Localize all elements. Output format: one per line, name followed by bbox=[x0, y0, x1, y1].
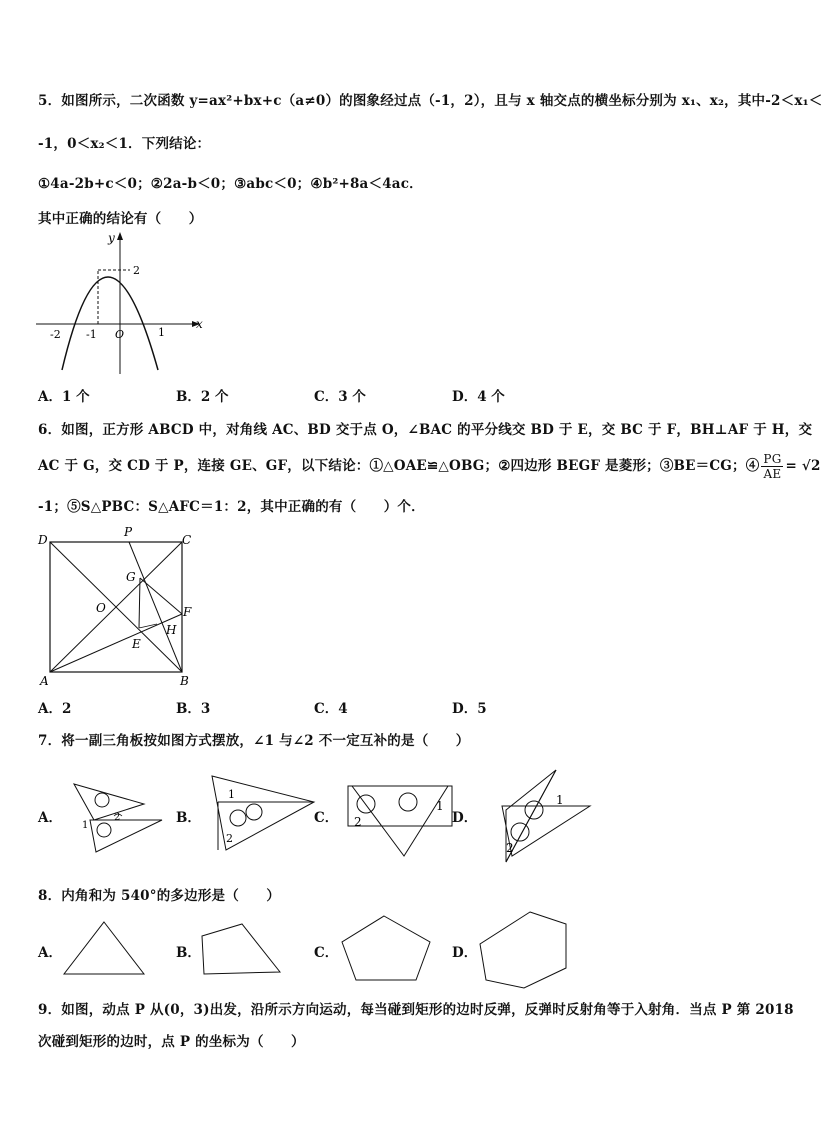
q7-c-angle-1: 1 bbox=[436, 799, 444, 813]
q5-stem-line2: -1，0＜x₂＜1．下列结论： bbox=[38, 136, 211, 152]
q7-figure-a bbox=[68, 776, 168, 856]
q5-tick-2: 2 bbox=[133, 264, 140, 277]
q5-tick-1: 1 bbox=[158, 326, 165, 339]
q5-origin-label: O bbox=[115, 328, 125, 341]
q5-tick-neg1: -1 bbox=[86, 328, 97, 341]
q6-square-figure bbox=[36, 525, 206, 690]
q7-figure-b bbox=[206, 772, 318, 852]
q7-option-c[interactable]: C． bbox=[314, 810, 339, 826]
q8-option-d[interactable]: D． bbox=[452, 945, 478, 961]
q7-a-angle-2: 2 bbox=[114, 812, 121, 823]
q6-label-b: B bbox=[180, 674, 189, 688]
q6-option-d[interactable]: D．5 bbox=[452, 701, 487, 717]
q7-a-angle-1: 1 bbox=[82, 820, 89, 831]
q8-option-a[interactable]: A． bbox=[38, 945, 62, 961]
q5-question: 其中正确的结论有（ ） bbox=[38, 211, 203, 227]
q6-label-a: A bbox=[40, 674, 49, 688]
q6-stem-line2 bbox=[38, 452, 821, 481]
q5-stem-line1: 5．如图所示，二次函数 y=ax²+bx+c（a≠0）的图象经过点（-1，2），且与 x 轴交点的横坐标分别为 x₁、x₂，其中-2＜x₁＜ bbox=[38, 93, 822, 109]
q6-stem-line3: -1；⑤S△PBC：S△AFC＝1：2，其中正确的有（ ）个． bbox=[38, 499, 425, 515]
q5-conclusions: ①4a-2b+c＜0；②2a-b＜0；③abc＜0；④b²+8a＜4ac． bbox=[38, 176, 423, 192]
q6-frac-numerator: PG bbox=[763, 452, 782, 466]
q6-sqrt2: = √2 bbox=[785, 458, 821, 474]
q7-figure-d bbox=[498, 766, 598, 866]
q5-option-b[interactable]: B．2 个 bbox=[176, 389, 229, 405]
q5-option-a[interactable]: A．1 个 bbox=[38, 389, 90, 405]
q5-y-axis-label: y bbox=[108, 231, 115, 245]
q8-hexagon-shape bbox=[474, 908, 574, 992]
q6-option-b[interactable]: B．3 bbox=[176, 701, 211, 717]
q6-label-e: E bbox=[132, 637, 141, 651]
q7-figure-c bbox=[344, 780, 456, 860]
q7-option-a[interactable]: A． bbox=[38, 810, 62, 826]
q6-label-p: P bbox=[124, 525, 133, 539]
q7-d-angle-1: 1 bbox=[556, 793, 564, 807]
q5-tick-neg2: -2 bbox=[50, 328, 61, 341]
q7-b-angle-2: 2 bbox=[226, 832, 233, 845]
q5-option-d[interactable]: D．4 个 bbox=[452, 389, 505, 405]
q6-frac-denominator: AE bbox=[763, 467, 782, 481]
q6-label-f: F bbox=[183, 605, 192, 619]
q6-label-g: G bbox=[126, 570, 136, 584]
q7-stem: 7．将一副三角板按如图方式摆放，∠1 与∠2 不一定互补的是（ ） bbox=[38, 733, 470, 749]
q7-option-b[interactable]: B． bbox=[176, 810, 201, 826]
q7-c-angle-2: 2 bbox=[354, 815, 362, 829]
q5-parabola-graph bbox=[36, 228, 216, 378]
q8-pentagon-shape bbox=[336, 912, 436, 984]
q7-option-d[interactable]: D． bbox=[452, 810, 478, 826]
q8-option-c[interactable]: C． bbox=[314, 945, 339, 961]
q6-fraction bbox=[761, 452, 783, 481]
q5-x-axis-label: x bbox=[196, 317, 203, 331]
q7-b-angle-1: 1 bbox=[228, 788, 235, 801]
q8-triangle-shape bbox=[60, 918, 150, 978]
q6-label-o: O bbox=[96, 601, 106, 615]
q6-option-a[interactable]: A．2 bbox=[38, 701, 72, 717]
q6-label-d: D bbox=[38, 533, 48, 547]
q9-stem-line2: 次碰到矩形的边时，点 P 的坐标为（ ） bbox=[38, 1034, 305, 1050]
q7-d-angle-2: 2 bbox=[506, 841, 514, 855]
q5-option-c[interactable]: C．3 个 bbox=[314, 389, 366, 405]
q8-quadrilateral-shape bbox=[196, 918, 286, 982]
q6-stem-line2-text: AC 于 G，交 CD 于 P，连接 GE、GF，以下结论：①△OAE≌△OBG；②四边形 BEGF 是菱形；③BE＝CG；④ bbox=[38, 458, 760, 474]
q6-label-h: H bbox=[166, 623, 177, 637]
q8-stem: 8．内角和为 540°的多边形是（ ） bbox=[38, 888, 281, 904]
q9-stem-line1: 9．如图，动点 P 从(0，3)出发，沿所示方向运动，每当碰到矩形的边时反弹，反弹时反射角等于入射角．当点 P 第 2018 bbox=[38, 1002, 794, 1018]
q6-stem-line1: 6．如图，正方形 ABCD 中，对角线 AC、BD 交于点 O，∠BAC 的平分线交 BD 于 E，交 BC 于 F，BH⊥AF 于 H，交 bbox=[38, 422, 813, 438]
q6-label-c: C bbox=[182, 533, 192, 547]
q6-option-c[interactable]: C．4 bbox=[314, 701, 348, 717]
q8-option-b[interactable]: B． bbox=[176, 945, 201, 961]
